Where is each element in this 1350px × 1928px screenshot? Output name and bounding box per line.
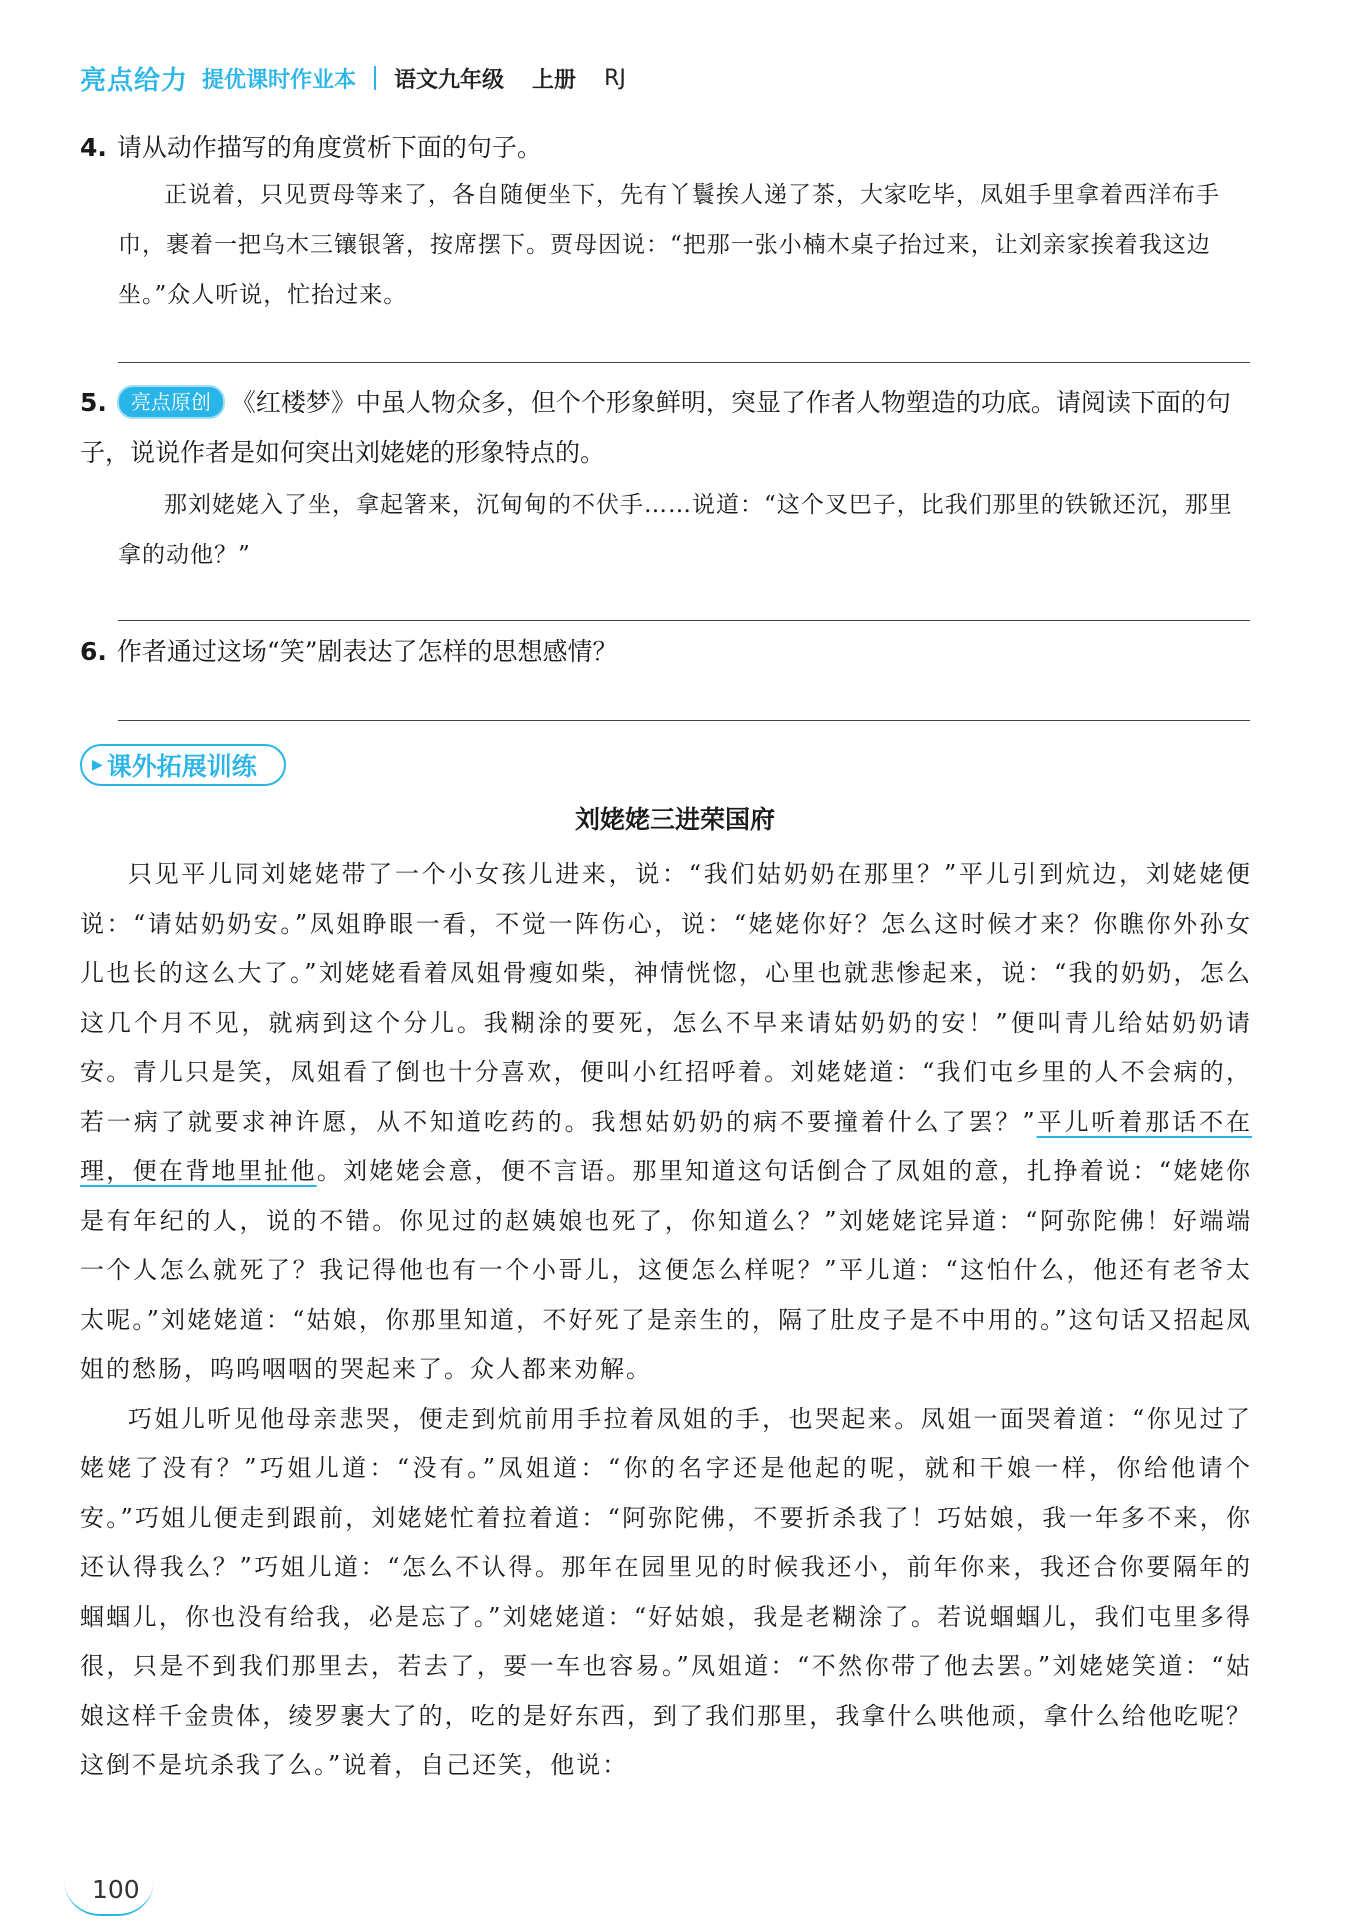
subject-label: 语文九年级 <box>394 67 505 93</box>
section-label: 课外拓展训练 <box>106 752 257 781</box>
page-header <box>80 60 1270 96</box>
answer-line[interactable] <box>118 620 1250 621</box>
text-segment: 只见平儿同刘姥姥带了一个小女孩儿进来，说：“我们姑奶奶在那里？”平儿引到炕边，刘姥姥便说：“请姑奶奶安。”凤姐睁眼一看，不觉一阵伤心，说：“姥姥你好？怎么这时候才来？你瞧你外孙女儿也长的这么大了。”刘姥姥看着凤姐骨瘦如柴，神情恍惚，心里也就悲惨起来，说：“我的奶奶，怎么这几个月不见，就病到这个分儿。我糊涂的要死，怎么不早来请姑奶奶的安！”便叫青儿给姑奶奶请安。青儿只是笑，凤姐看了倒也十分喜欢，便叫小红招呼着。刘姥姥道：“我们屯乡里的人不会病的，若一病了就要求神许愿，从不知道吃药的。我想姑奶奶的病不要撞着什么了罢？” <box>80 860 1252 1136</box>
edition-label: RJ <box>604 65 626 91</box>
section-tag <box>80 744 286 786</box>
article-paragraph: 巧姐儿听见他母亲悲哭，便走到炕前用手拉着凤姐的手，也哭起来。凤姐一面哭着道：“你见过了姥姥了没有？”巧姐儿道：“没有。”凤姐道：“你的名字还是他起的呢，就和干娘一样，你给他请个安。”巧姐儿便走到跟前，刘姥姥忙着拉着道：“阿弥陀佛，不要折杀我了！巧姑娘，我一年多不来，你还认得我么？”巧姐儿道：“怎么不认得。那年在园里见的时候我还小，前年你来，我还合你要隔年的蝈蝈儿，你也没有给我，必是忘了。”刘姥姥道：“好姑娘，我是老糊涂了。若说蝈蝈儿，我们屯里多得很，只是不到我们那里去，若去了，要一车也容易。”凤姐道：“不然你带了他去罢。”刘姥姥笑道：“姑娘这样千金贵体，绫罗裹大了的，吃的是好东西，到了我们那里，我拿什么哄他顽，拿什么给他吃呢？这倒不是坑杀我了么。”说着，自己还笑，他说： <box>80 1404 1252 1779</box>
volume-label: 上册 <box>532 67 577 93</box>
question-number: 4. <box>80 133 107 162</box>
book-subtitle: 提优课时作业本 <box>202 67 357 93</box>
answer-line[interactable] <box>118 720 1250 721</box>
question-5-quote: 那刘姥姥入了坐，拿起箸来，沉甸甸的不伏手……说道：“这个叉巴子，比我们那里的铁锨还沉，那里拿的动他？” <box>118 492 1233 568</box>
question-number: 6. <box>80 637 107 666</box>
question-4 <box>80 123 1250 173</box>
underlined-sentence: 平儿听着那话不在理，便在背地里扯他 <box>80 1107 1252 1185</box>
header-divider <box>374 66 376 90</box>
question-prompt: 《红楼梦》中虽人物众多，但个个形象鲜明，突显了作者人物塑造的功底。请阅读下面的句子，说说作者是如何突出刘姥姥的形象特点的。 <box>80 388 1231 467</box>
page-number: 100 <box>92 1875 140 1904</box>
question-number: 5. <box>80 388 107 417</box>
triangle-icon: ▶ <box>92 757 103 773</box>
article-title: 刘姥姥三进荣国府 <box>574 805 775 834</box>
question-prompt: 作者通过这场“笑”剧表达了怎样的思想感情？ <box>116 637 618 666</box>
article-paragraph <box>80 850 1252 1395</box>
brand-logo: 亮点给力 <box>80 65 189 96</box>
question-4-quote: 正说着，只见贾母等来了，各自随便坐下，先有丫鬟挨人递了茶，大家吃毕，凤姐手里拿着西洋布手巾，裹着一把乌木三镶银箸，按席摆下。贾母因说：“把那一张小楠木桌子抬过来，让刘亲家挨着我这边坐。”众人听说，忙抬过来。 <box>118 182 1220 308</box>
answer-line[interactable] <box>118 362 1250 363</box>
question-prompt: 请从动作描写的角度赏析下面的句子。 <box>116 133 542 162</box>
article-body <box>80 850 1252 1791</box>
question-6 <box>80 627 1250 677</box>
question-5 <box>80 378 1250 478</box>
text-segment: 。刘姥姥会意，便不言语。那里知道这句话倒合了凤姐的意，扎挣着说：“姥姥你是有年纪的人，说的不错。你见过的赵姨娘也死了，你知道么？”刘姥姥诧异道：“阿弥陀佛！好端端一个人怎么就死了？我记得他也有一个小哥儿，这便怎么样呢？”平儿道：“这怕什么，他还有老爷太太呢。”刘姥姥道：“姑娘，你那里知道，不好死了是亲生的，隔了肚皮子是不中用的。”这句话又招起凤姐的愁肠，呜呜咽咽的哭起来了。众人都来劝解。 <box>80 1157 1252 1383</box>
original-badge: 亮点原创 <box>117 385 225 419</box>
